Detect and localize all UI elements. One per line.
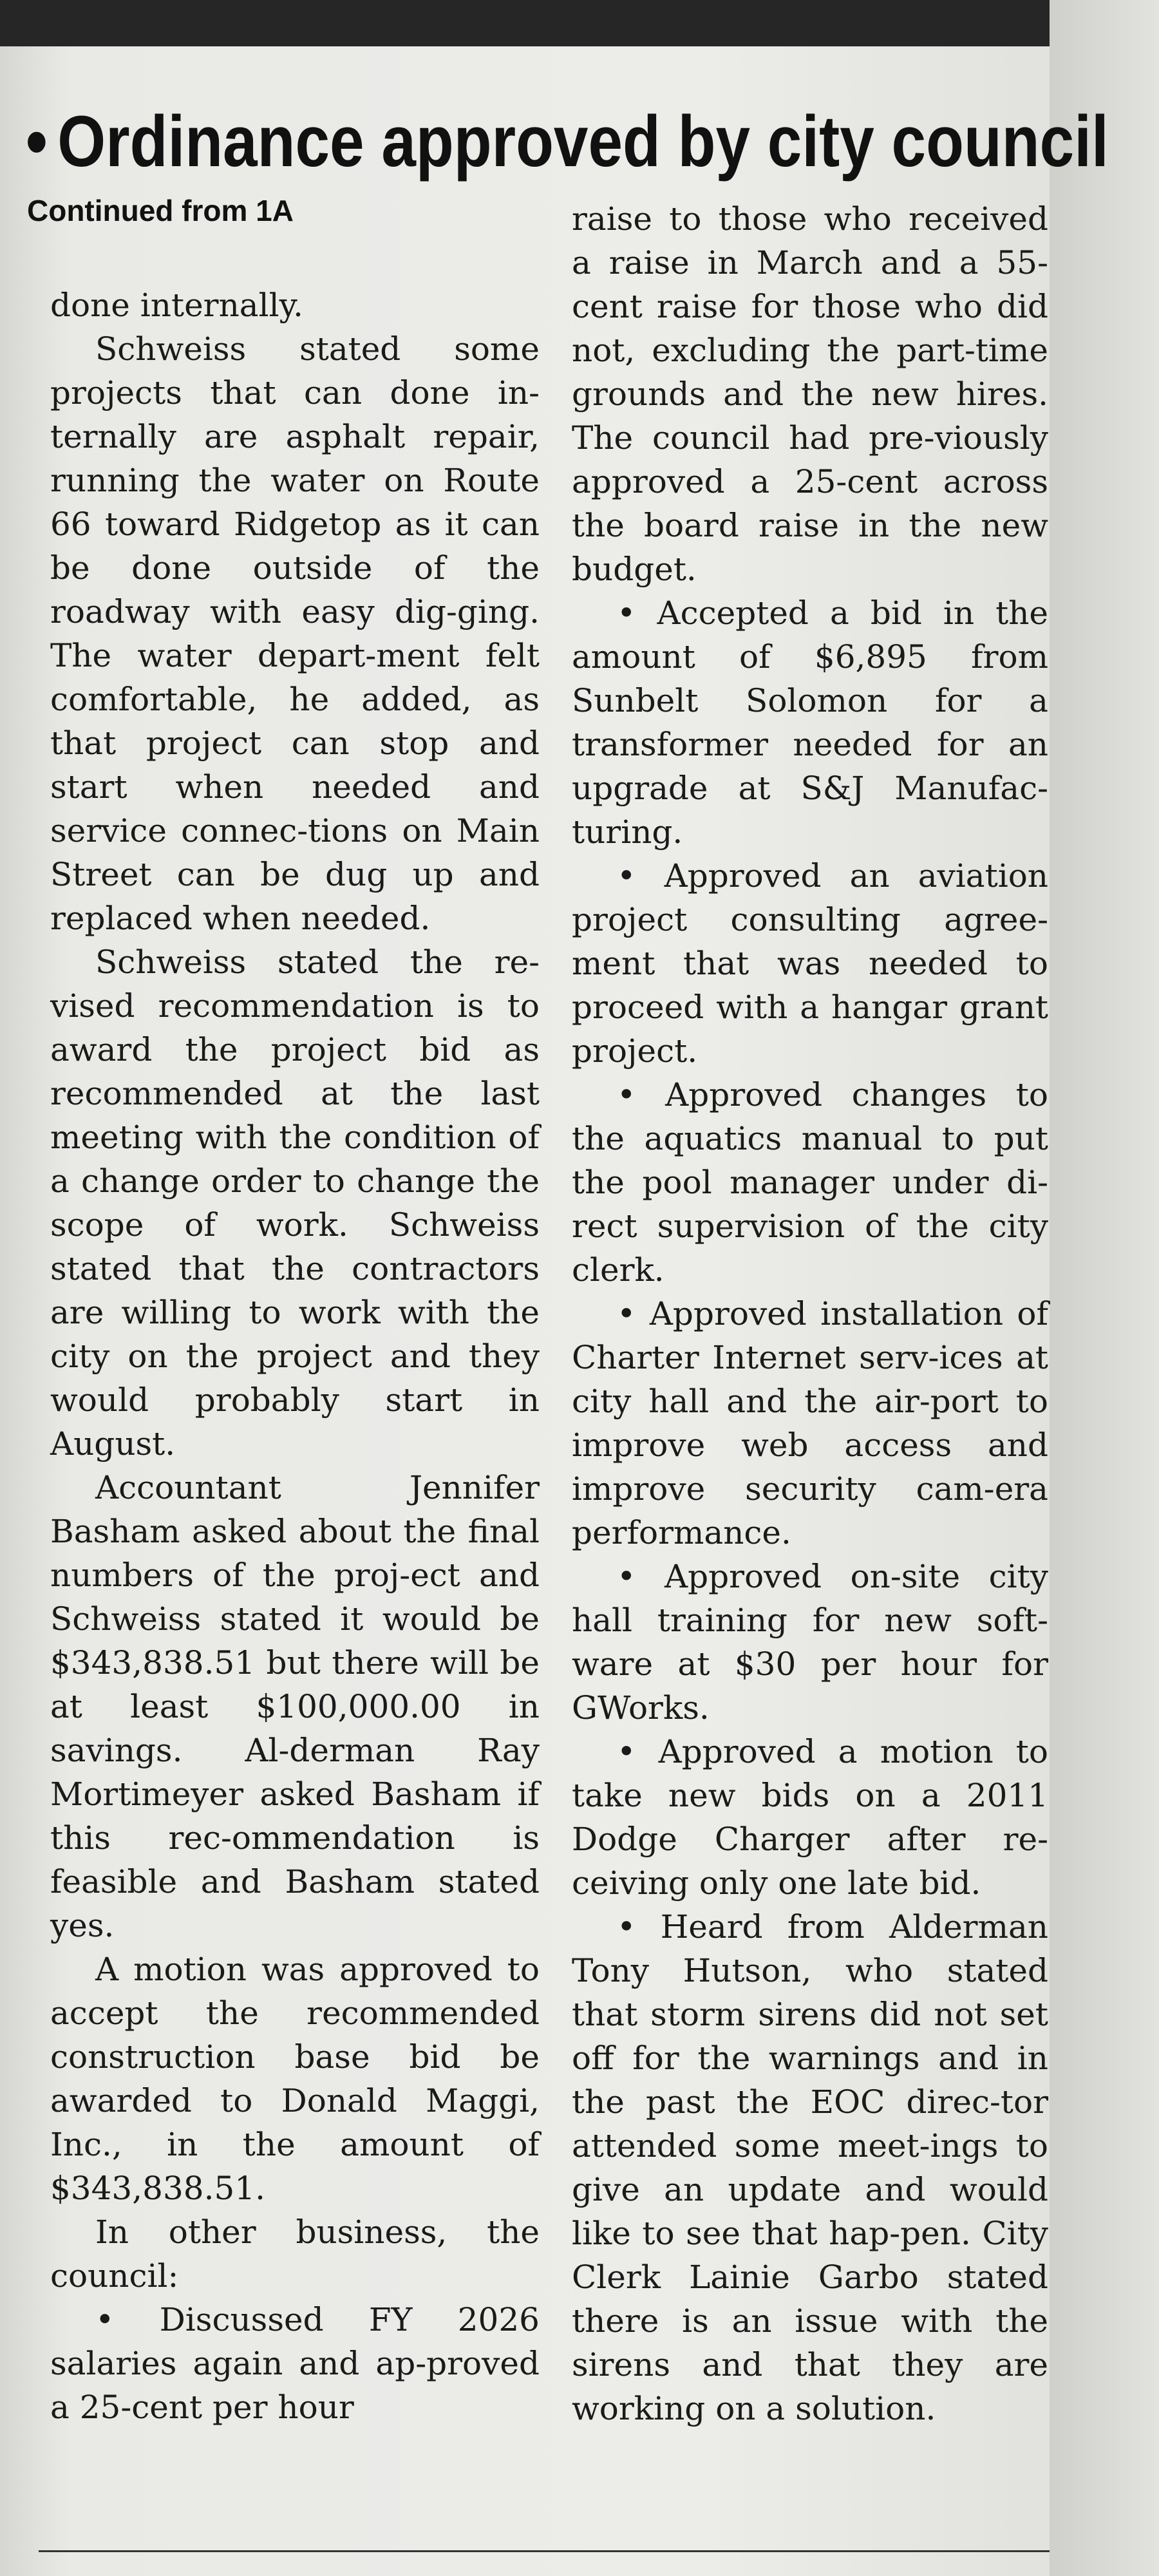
headline-text: Ordinance approved by city council (57, 101, 1109, 182)
article-paragraph: • Discussed FY 2026 salaries again and ap-proved a 25-cent per hour (50, 2301, 540, 2426)
article-paragraph: • Heard from Alderman Tony Hutson, who stated that storm sirens did not set off for the warnings and in the past the EOC direc-tor attended some meet-ings to give an update and would like to see that hap-pen. City Clerk Lainie Garbo stated there is an issue with the sirens and that they are working on a solution. (572, 1908, 1048, 2427)
article-paragraph: Schweiss stated some projects that can done in-ternally are asphalt repair, running the water on Route 66 toward Ridgetop as it can be done outside of the roadway with easy dig-ging. The water depart-ment felt comfortable, he added, as that project can stop and start when needed and service connec-tions on Main Street can be dug up and replaced when needed. (50, 330, 540, 937)
article-paragraph: In other business, the council: (50, 2213, 540, 2295)
article-paragraph: Schweiss stated the re-vised recommendation is to award the project bid as recommended at the last meeting with the condition of a change order to change the scope of work. Schweiss stated that the contractors are willing to work with the city on the project and they would probably start in August. (50, 943, 540, 1463)
top-black-band (0, 0, 1050, 46)
article-paragraph: done internally. (50, 287, 304, 324)
article-paragraph: raise to those who received a raise in March and a 55-cent raise for those who did not, excluding the part-time grounds and the new hires. The council had pre-viously approved a 25-cent across the board raise in the new budget. (572, 200, 1048, 588)
article-paragraph: • Approved on-site city hall training for new soft-ware at $30 per hour for GWorks. (572, 1558, 1048, 1727)
article-paragraph: • Approved changes to the aquatics manual to put the pool manager under di-rect supervision of the city clerk. (572, 1076, 1048, 1289)
article-paragraph: • Accepted a bid in the amount of $6,895 from Sunbelt Solomon for a transformer needed for an upgrade at S&J Manufac-turing. (572, 594, 1048, 851)
article-paragraph: • Approved an aviation project consulting agree-ment that was needed to proceed with a hangar grant project. (572, 857, 1048, 1070)
continued-from-label: Continued from 1A (27, 194, 294, 227)
article-paragraph: Accountant Jennifer Basham asked about the final numbers of the proj-ect and Schweiss stated it would be $343,838.51 but there will be at least $100,000.00 in savings. Al-derman Ray Mortimeyer asked Basham if this rec-ommendation is feasible and Basham stated yes. (50, 1469, 540, 1944)
article-column-right (572, 197, 1048, 2430)
headline-bullet: • (26, 101, 48, 182)
article-paragraph: A motion was approved to accept the recommended construction base bid be awarded to Donald Maggi, Inc., in the amount of $343,838.51. (50, 1951, 540, 2207)
headline (26, 97, 1109, 187)
article-paragraph: • Approved a motion to take new bids on a 2011 Dodge Charger after re-ceiving only one late bid. (572, 1733, 1048, 1902)
article-column-left (50, 283, 540, 2429)
page-edge (1050, 0, 1159, 2576)
article-paragraph: • Approved installation of Charter Internet serv-ices at city hall and the air-port to improve web access and improve security cam-era performance. (572, 1295, 1048, 1551)
bottom-rule (39, 2550, 1050, 2552)
